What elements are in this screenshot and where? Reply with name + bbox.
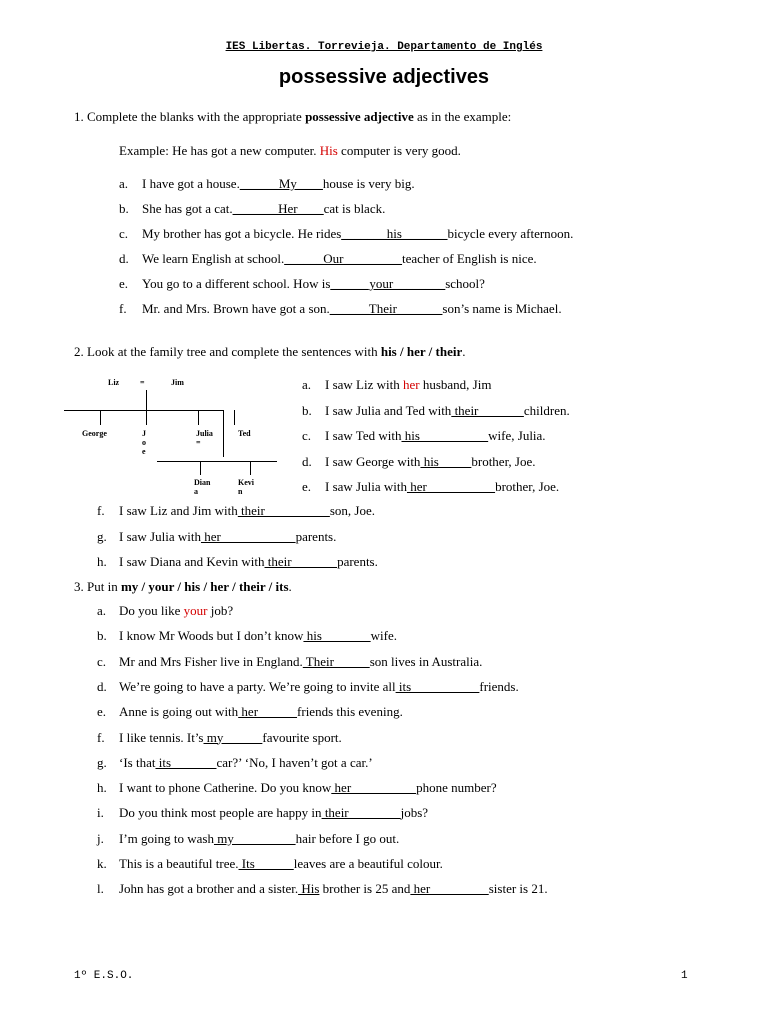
item-text: ‘Is that bbox=[119, 754, 156, 770]
exercise-item bbox=[119, 200, 385, 218]
exercise-item bbox=[97, 502, 375, 520]
item-text: parents. bbox=[295, 528, 337, 544]
item-letter: b. bbox=[119, 201, 129, 216]
item-text: jobs? bbox=[400, 805, 429, 821]
item-text: I saw Julia with bbox=[119, 528, 201, 544]
answer-blank[interactable]: her bbox=[410, 881, 489, 897]
exercise-item bbox=[97, 678, 519, 696]
item-text: sister is 21. bbox=[488, 881, 548, 897]
answer-blank[interactable]: _______his_______ bbox=[341, 226, 448, 241]
exercise-item bbox=[97, 855, 443, 873]
exercise-item bbox=[97, 779, 497, 797]
tree-joe: J o e bbox=[142, 429, 146, 456]
item-text: I saw Julia and Ted with bbox=[325, 402, 452, 418]
item-text: house is very big. bbox=[322, 176, 415, 191]
exercise-item bbox=[97, 880, 548, 898]
item-text: I saw George with bbox=[325, 453, 421, 469]
item-letter: h. bbox=[97, 780, 107, 796]
item-text: phone number? bbox=[416, 780, 497, 796]
item-text: I like tennis. It’s bbox=[119, 729, 204, 745]
exercise-item bbox=[302, 402, 570, 420]
page-header: IES Libertas. Torrevieja. Departamento de Inglés bbox=[225, 41, 543, 53]
tree-line bbox=[234, 410, 235, 425]
item-letter: c. bbox=[119, 226, 129, 241]
item-letter: b. bbox=[302, 402, 312, 418]
item-letter: e. bbox=[97, 704, 107, 720]
item-letter: g. bbox=[97, 754, 107, 770]
exercise-item bbox=[119, 275, 485, 293]
exercise-item bbox=[97, 627, 397, 645]
item-letter: a. bbox=[97, 603, 107, 618]
exercise-item bbox=[97, 754, 373, 772]
answer-blank[interactable]: her bbox=[200, 528, 296, 544]
answer-blank[interactable]: ______Their_______ bbox=[329, 301, 443, 316]
answer-blank[interactable]: my bbox=[203, 729, 263, 745]
item-text: bicycle every afternoon. bbox=[447, 226, 574, 241]
item-text: I saw Ted with bbox=[325, 428, 402, 443]
item-text: parents. bbox=[337, 554, 378, 569]
item-text: My brother has got a bicycle. He rides bbox=[142, 226, 342, 241]
item-letter: h. bbox=[97, 554, 107, 569]
footer-page-number: 1 bbox=[681, 970, 688, 982]
tree-line bbox=[64, 410, 224, 411]
item-text: I want to phone Catherine. Do you know bbox=[119, 780, 332, 796]
item-letter: e. bbox=[302, 479, 312, 494]
item-text: Anne is going out with bbox=[119, 704, 239, 720]
item-text: car?’ ‘No, I haven’t got a car.’ bbox=[216, 754, 373, 770]
tree-diana: Dian a bbox=[194, 478, 211, 496]
exercise-item bbox=[97, 703, 403, 721]
item-text: son lives in Australia. bbox=[369, 653, 483, 669]
item-letter: k. bbox=[97, 856, 107, 871]
item-text: job? bbox=[207, 603, 234, 618]
answer-blank[interactable]: their bbox=[321, 805, 401, 821]
item-text: Do you think most people are happy in bbox=[119, 805, 322, 821]
item-text: son’s name is Michael. bbox=[442, 301, 562, 316]
item-letter: a. bbox=[302, 377, 312, 392]
item-text: I saw Diana and Kevin with bbox=[119, 554, 265, 569]
item-text: Mr and Mrs Fisher live in England. bbox=[119, 653, 303, 669]
answer-blank[interactable]: their bbox=[264, 554, 338, 569]
item-letter: b. bbox=[97, 628, 107, 644]
answer-blank[interactable]: Their bbox=[302, 653, 370, 669]
item-text: We learn English at school. bbox=[142, 251, 285, 266]
tree-liz: Liz bbox=[108, 378, 120, 387]
tree-line bbox=[146, 390, 147, 410]
item-letter: g. bbox=[97, 528, 107, 544]
exercise-item bbox=[97, 830, 399, 848]
exercise-item bbox=[302, 427, 546, 445]
exercise-item bbox=[119, 250, 537, 268]
item-text: children. bbox=[523, 402, 570, 418]
answer-blank[interactable]: its bbox=[155, 754, 217, 770]
exercise-item bbox=[302, 376, 491, 394]
ex2-instruction: 2. Look at the family tree and complete the sentences with his / her / their. bbox=[74, 344, 466, 359]
item-text: Mr. and Mrs. Brown have got a son. bbox=[142, 301, 330, 316]
ex1-example: Example: He has got a new computer. His computer is very good. bbox=[119, 143, 461, 158]
answer-blank[interactable]: his bbox=[401, 428, 489, 443]
item-text: I know Mr Woods but I don’t know bbox=[119, 628, 304, 644]
item-text: brother is 25 and bbox=[319, 881, 411, 897]
item-text: school? bbox=[445, 276, 485, 291]
item-text: John has got a brother and a sister. bbox=[119, 881, 299, 897]
item-text: favourite sport. bbox=[262, 729, 342, 745]
item-letter: l. bbox=[97, 881, 104, 897]
tree-line bbox=[198, 410, 199, 425]
exercise-item bbox=[97, 653, 482, 671]
tree-jim: Jim bbox=[171, 378, 184, 387]
item-letter: d. bbox=[97, 678, 107, 694]
item-text: friends this evening. bbox=[297, 704, 403, 720]
tree-ted: Ted bbox=[238, 429, 251, 438]
item-letter: d. bbox=[119, 251, 129, 266]
item-text: wife. bbox=[370, 628, 397, 644]
answer-blank[interactable]: Its bbox=[238, 856, 294, 871]
example-answer: your bbox=[183, 603, 208, 618]
item-letter: a. bbox=[119, 176, 129, 191]
tree-line bbox=[200, 461, 201, 475]
tree-julia: Julia = bbox=[196, 429, 213, 447]
tree-line bbox=[157, 461, 277, 462]
item-text: You go to a different school. How is bbox=[142, 276, 331, 291]
item-text: I saw Julia with bbox=[325, 479, 407, 494]
item-letter: f. bbox=[97, 729, 105, 745]
page-title: possessive adjectives bbox=[278, 66, 490, 88]
exercise-item bbox=[119, 175, 415, 193]
item-text: I saw Liz and Jim with bbox=[119, 503, 238, 518]
ex3-instruction: 3. Put in my / your / his / her / their / its. bbox=[74, 579, 292, 594]
family-tree bbox=[60, 374, 290, 499]
answer-blank[interactable]: their bbox=[237, 503, 330, 518]
tree-kevin: Kevi n bbox=[238, 478, 254, 496]
exercise-item bbox=[97, 804, 428, 822]
exercise-item bbox=[97, 553, 378, 571]
item-text: cat is black. bbox=[323, 201, 386, 216]
item-text: husband, Jim bbox=[419, 377, 492, 392]
answer-blank[interactable]: ______My____ bbox=[239, 176, 323, 191]
tree-george: George bbox=[82, 429, 107, 438]
item-text: wife, Julia. bbox=[488, 428, 546, 443]
item-letter: j. bbox=[97, 830, 104, 846]
exercise-item bbox=[97, 729, 342, 747]
answer-blank[interactable]: _______Her____ bbox=[232, 201, 324, 216]
item-letter: c. bbox=[302, 428, 312, 443]
answer-blank[interactable]: His bbox=[298, 881, 320, 897]
item-text: leaves are a beautiful colour. bbox=[293, 856, 443, 871]
item-letter: d. bbox=[302, 453, 312, 469]
answer-blank[interactable]: her bbox=[238, 704, 298, 720]
item-text: brother, Joe. bbox=[495, 479, 560, 494]
item-letter: i. bbox=[97, 805, 104, 821]
answer-blank[interactable]: her bbox=[406, 479, 496, 494]
ex1-instruction: 1. Complete the blanks with the appropriate possessive adjective as in the example: bbox=[74, 109, 512, 124]
exercise-item bbox=[302, 453, 535, 471]
item-text: I have got a house. bbox=[142, 176, 240, 191]
tree-line bbox=[100, 410, 101, 425]
tree-line bbox=[223, 410, 224, 457]
item-text: We’re going to have a party. We’re going to invite all bbox=[119, 678, 396, 694]
exercise-item bbox=[97, 602, 233, 620]
item-text: This is a beautiful tree. bbox=[119, 856, 239, 871]
tree-equals: = bbox=[140, 378, 145, 387]
item-text: Do you like bbox=[119, 603, 184, 618]
item-text: son, Joe. bbox=[329, 503, 376, 518]
answer-blank[interactable]: my bbox=[213, 830, 296, 846]
answer-blank[interactable]: his bbox=[303, 628, 371, 644]
tree-line bbox=[146, 410, 147, 425]
item-letter: f. bbox=[119, 301, 127, 316]
item-text: I’m going to wash bbox=[119, 830, 214, 846]
item-text: brother, Joe. bbox=[471, 453, 536, 469]
exercise-item bbox=[119, 225, 573, 243]
item-letter: e. bbox=[119, 276, 129, 291]
tree-line bbox=[250, 461, 251, 475]
item-text: She has got a cat. bbox=[142, 201, 233, 216]
answer-blank[interactable]: its bbox=[395, 678, 480, 694]
answer-blank[interactable]: her bbox=[331, 780, 417, 796]
exercise-item bbox=[302, 478, 559, 496]
item-letter: f. bbox=[97, 503, 105, 518]
answer-blank[interactable]: their bbox=[451, 402, 524, 418]
answer-blank[interactable]: ______Our_________ bbox=[284, 251, 402, 266]
item-text: friends. bbox=[479, 678, 519, 694]
item-letter: c. bbox=[97, 653, 107, 669]
item-text: hair before I go out. bbox=[295, 830, 400, 846]
answer-blank[interactable]: his bbox=[420, 453, 472, 469]
exercise-item bbox=[97, 528, 336, 546]
exercise-item bbox=[119, 300, 562, 318]
item-text: teacher of English is nice. bbox=[402, 251, 537, 266]
example-answer: her bbox=[402, 377, 420, 392]
item-text: I saw Liz with bbox=[325, 377, 403, 392]
footer-course: 1º E.S.O. bbox=[74, 970, 134, 982]
answer-blank[interactable]: ______your________ bbox=[330, 276, 446, 291]
